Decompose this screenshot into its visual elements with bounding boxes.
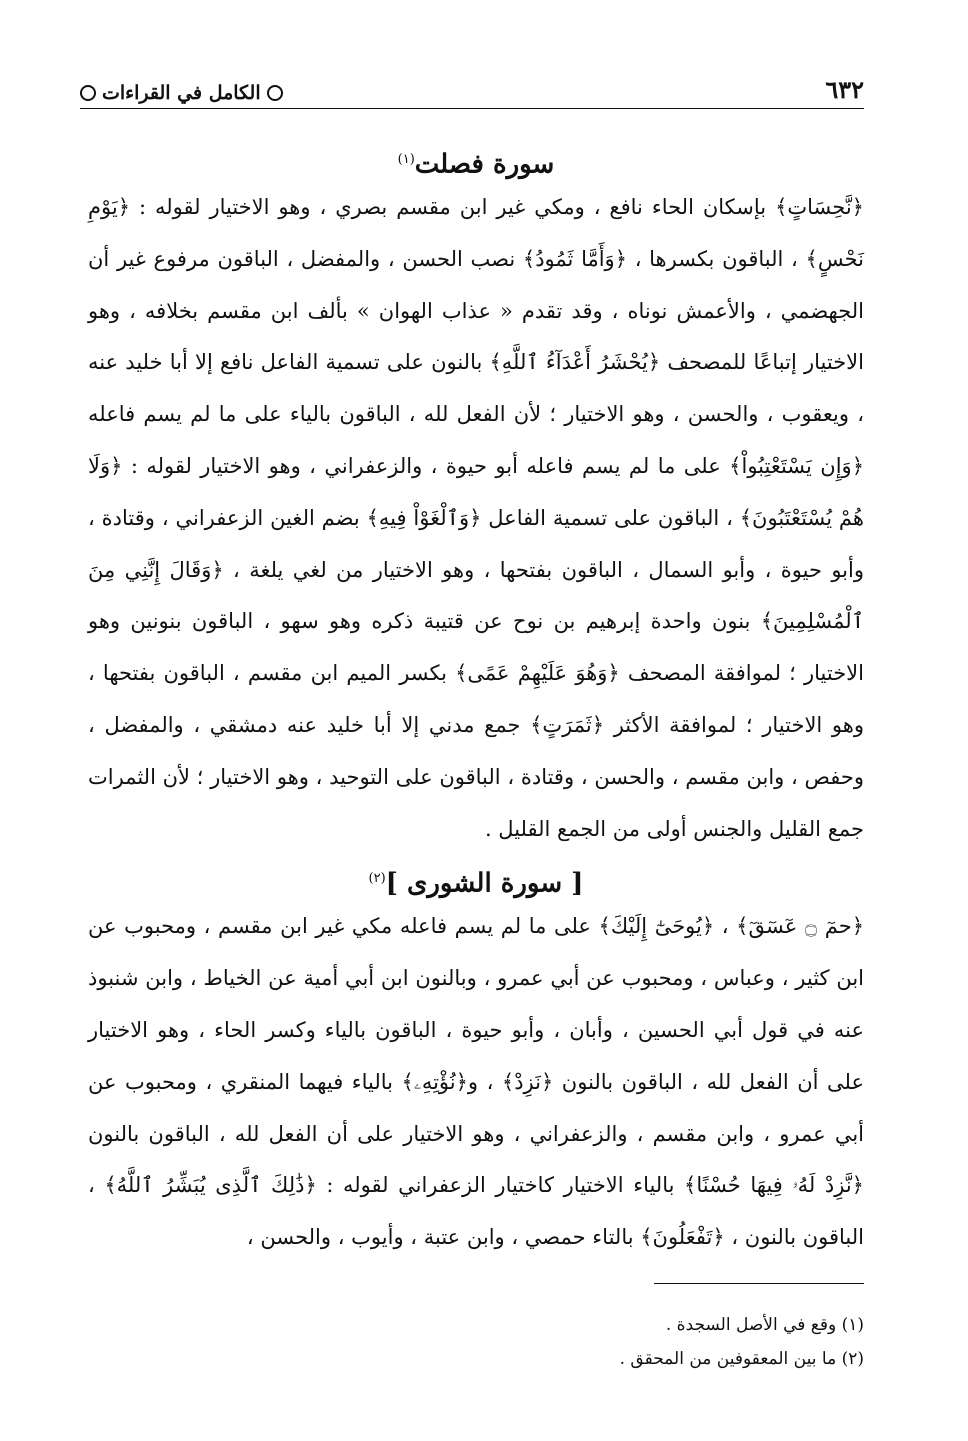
book-title: الكامل في القراءات [102,82,261,104]
surah-title: سورة فصلت [414,149,555,180]
footnote-ref-1: (١) [397,152,415,167]
paragraph-fussilat: ﴿نَّحِسَاتٍ﴾ بإسكان الحاء نافع ، ومكي غير ابن مقسم بصري ، وهو الاختيار لقوله : ﴿يَوْمِ نَحْسٍ﴾ ، الباقون بكسرها ، ﴿وَأَمَّا ثَمُودُ﴾ نصب الحسن ، والمفضل ، الباقون مرفوع غير أن الجهضمي ، والأعمش نوناه ، وقد تقدم « عذاب الهوان » بألف ابن مقسم بخلافه ، وهو الاختيار إتباعًا للمصحف ﴿يُحْشَرُ أَعْدَآءُ ٱللَّهِ﴾ بالنون على تسمية الفاعل نافع إلا أبا خليد عنه ، ويعقوب ، والحسن ، وهو الاختيار ؛ لأن الفعل لله ، الباقون بالياء على ما لم يسم فاعله ﴿وَإِن يَسْتَعْتِبُواْ﴾ على ما لم يسم فاعله أبو حيوة ، والزعفراني ، وهو الاختيار لقوله : ﴿وَلَا هُمْ يُسْتَعْتَبُونَ﴾ ، الباقون على تسمية الفاعل ﴿وَٱلْغَوْاْ فِيهِ﴾ بضم الغين الزعفراني ، وقتادة ، وأبو حيوة ، وأبو السمال ، الباقون بفتحها ، وهو الاختيار من لغي يلغة ، ﴿وَقَالَ إِنَّنِي مِنَ ٱلْمُسْلِمِينَ﴾ بنون واحدة إبرهيم بن نوح عن قتيبة ذكره وهو سهو ، الباقون بنونين وهو الاختيار ؛ لموافقة المصحف ﴿وَهُوَ عَلَيْهِمْ عَمًى﴾ بكسر الميم ابن مقسم ، الباقون بفتحها ، وهو الاختيار ؛ لموافقة الأكثر ﴿ثَمَرَتٍ﴾ جمع مدني إلا أبا خليد عنه دمشقي ، والمفضل ، وحفص ، وابن مقسم ، والحسن ، وقتادة ، الباقون على التوحيد ، وهو الاختيار ؛ لأن الثمرات جمع القليل والجنس أولى من الجمع القليل . [88,195,864,841]
running-head [80,62,864,109]
footnote-ref-2: (٢) [368,871,386,887]
footnote-divider [654,1283,864,1284]
paragraph-shura: ﴿حمٓ ۝ عٓسٓقٓ﴾ ، ﴿يُوحَىٰٓ إِلَيْكَ﴾ على ما لم يسم فاعله مكي غير ابن مقسم ، ومحبوب عن ابن كثير ، وعباس ، ومحبوب عن أبي عمرو ، وبالنون ابن أبي أمية عن الخياط ، وابن شنبوذ عنه في قول أبي الحسين ، وأبان ، وأبو حيوة ، الباقون بالياء وكسر الحاء ، وهو الاختيار على أن الفعل لله ، الباقون بالنون ﴿نَزِدْ﴾ ، و﴿نُؤْتِهِۦ﴾ بالياء فيهما المنقري ، ومحبوب عن أبي عمرو ، وابن مقسم ، والزعفراني ، وهو الاختيار على أن الفعل لله ، الباقون بالنون ﴿نَّزِدْ لَهُۥ فِيهَا حُسْنًا﴾ بالياء الاختيار كاختيار الزعفراني لقوله : ﴿ذَٰلِكَ ٱلَّذِى يُبَشِّرُ ٱللَّهُ﴾ ، الباقون بالنون ، ﴿تَفْعَلُونَ﴾ بالتاء حمصي ، وابن عتبة ، وأيوب ، والحسن ، [88,914,864,1250]
surah-title: [ سورة الشورى ] [385,869,584,900]
page-number: ٦٣٢ [825,75,864,104]
footnotes [300,1308,864,1376]
ring-ornament-icon [267,85,283,101]
footnote-1: (١) وقع في الأصل السجدة . [665,1315,864,1335]
surah-heading-fussilat [88,140,864,180]
footnote-2: (٢) ما بين المعقوفين من المحقق . [619,1349,864,1369]
surah-heading-shura [88,859,864,899]
main-text [88,140,864,1264]
book-title-group [80,82,283,104]
ring-ornament-icon [80,85,96,101]
